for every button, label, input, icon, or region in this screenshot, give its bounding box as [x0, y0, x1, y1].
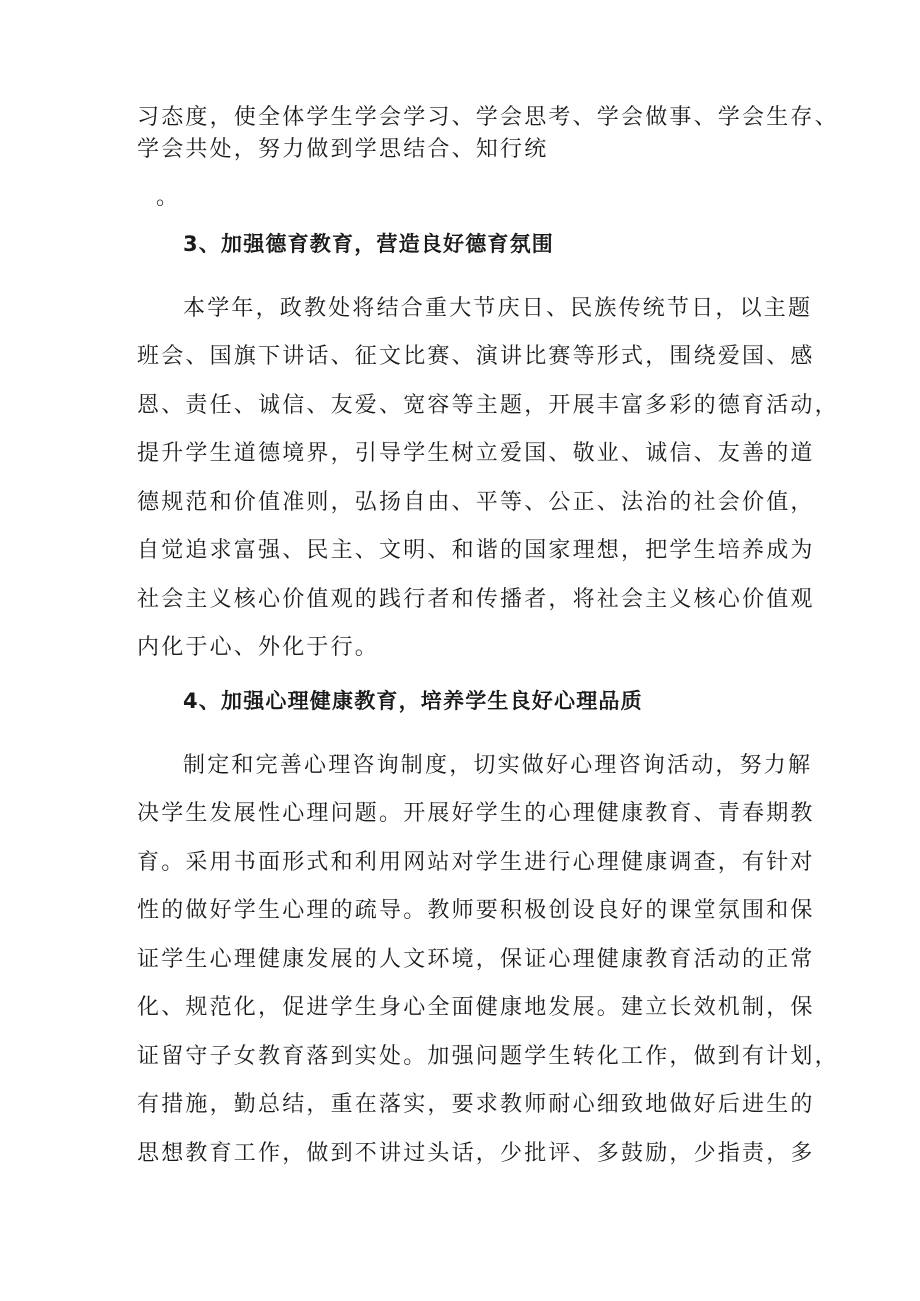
- section-3-line-7: 社会主义核心价值观的践行者和传播者，将社会主义核心价值观: [137, 587, 815, 612]
- section-4-line-4: 性的做好学生心理的疏导。教师要积极创设良好的课堂氛围和保: [137, 898, 815, 923]
- section-3-line-4: 提升学生道德境界，引导学生树立爱国、敬业、诚信、友善的道: [137, 441, 815, 466]
- section-3-line-2: 班会、国旗下讲话、征文比赛、演讲比赛等形式，围绕爱国、感: [137, 344, 815, 369]
- section-4-line-1: 制定和完善心理咨询制度，切实做好心理咨询活动，努力解: [183, 753, 813, 778]
- section-4-heading: 4、加强心理健康教育，培养学生良好心理品质: [183, 689, 643, 713]
- section-3-heading: 3、加强德育教育，营造良好德育氛围: [183, 232, 555, 256]
- section-3-line-5: 德规范和价值准则，弘扬自由、平等、公正、法治的社会价值，: [137, 490, 815, 515]
- section-3-line-3: 恩、责任、诚信、友爱、宽容等主题，开展丰富多彩的德育活动，: [137, 393, 839, 418]
- section-4-line-5: 证学生心理健康发展的人文环境，保证心理健康教育活动的正常: [137, 947, 815, 972]
- section-4-line-8: 有措施，勤总结，重在落实，要求教师耐心细致地做好后进生的: [137, 1092, 815, 1117]
- intro-line-2: 学会共处，努力做到学思结合、知行统: [137, 137, 549, 162]
- section-4-line-6: 化、规范化，促进学生身心全面健康地发展。建立长效机制，保: [137, 995, 815, 1020]
- section-3-line-1: 本学年，政教处将结合重大节庆日、民族传统节日，以主题: [183, 296, 813, 321]
- section-3-line-6: 自觉追求富强、民主、文明、和谐的国家理想，把学生培养成为: [137, 538, 815, 563]
- section-4-line-3: 育。采用书面形式和利用网站对学生进行心理健康调查，有针对: [137, 850, 815, 875]
- intro-line-3: 。: [156, 185, 179, 210]
- section-3-line-8: 内化于心、外化于行。: [137, 635, 380, 660]
- section-4-line-9: 思想教育工作，做到不讲过头话，少批评、多鼓励，少指责，多: [137, 1141, 815, 1166]
- intro-line-1: 习态度，使全体学生学会学习、学会思考、学会做事、学会生存、: [137, 105, 839, 130]
- section-4-line-2: 决学生发展性心理问题。开展好学生的心理健康教育、青春期教: [137, 801, 815, 826]
- section-4-line-7: 证留守子女教育落到实处。加强问题学生转化工作，做到有计划，: [137, 1044, 839, 1069]
